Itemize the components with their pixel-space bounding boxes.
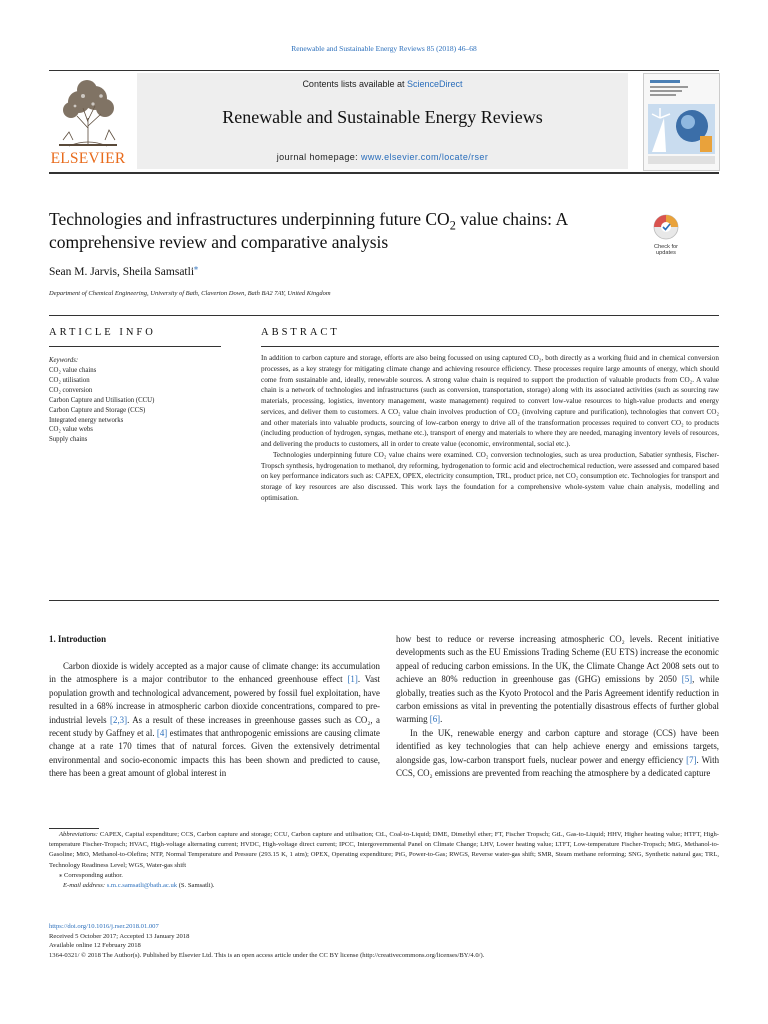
keywords-list — [49, 366, 154, 445]
citation-link[interactable]: [1] — [347, 674, 358, 685]
keyword-item: Supply chains — [49, 436, 88, 444]
abbreviations-text: CAPEX, Capital expenditure; CCS, Carbon capture and storage; CCU, Carbon capture and utilisation; CtL, Coal-to-Liquid; DME, Dimethyl ether; FT, Fischer Tropsch; GtL, Gas-to-Liquid; HHV, Higher heating value; HTFT, High-temperature Fischer-Tropsch; HVAC, High-voltage alternating current; HVDC, High-voltage direct current; IPCC, Intergovernmental Panel on Climate Change; LHV, Lower heating value; LTFT, Low-temperature Fischer-Tropsch; MtG, Methanol-to-Gasoline; MtO, Methanol-to-Olefins; NTP, Normal Temperature and Pressure (293.15 K, 1 atm); OPEX, Operating expenditure; PtG, Power-to-Gas; RWGS, Reverse water-gas shift; SMR, Steam methane reforming; SNG, Synthetic natural gas; TRL, Technology Readiness Level; WGS, Water-gas shift — [49, 831, 719, 869]
abstract-paragraph-1: In addition to carbon capture and storage, efforts are also being focussed on using captured CO₂, both directly as a working fluid and in chemical conversion processes, as a key strategy for mitigating climate change and achieving resource efficiency. These processes require large amounts of energy, which should come from sustainable and, ideally, renewable sources. A strong value chain is required to support the production of valuable products from CO₂. A value chain is a network of technologies and infrastructures (such as conversion, transportation, storage) along with its associated activities (such as sourcing raw materials, processing, logistics, inventory management, waste management) required to convert low-value resources to high-value products and energy services, and deliver them to customers. A CO₂ value chain involves production of CO₂ (involving capture and purification), technologies that convert CO₂ and other materials into valuable products, sourcing of low-carbon energy to drive all of the transformation processes required to convert CO₂ to products (including production of hydrogen, syngas, methane etc.), transport of energy and materials to where they are needed, managing inventory levels of resources, and delivering the products to customers, all in order to create value (economic, environmental, social etc.). — [261, 354, 719, 448]
citation-link[interactable]: [4] — [156, 728, 168, 739]
citation-link[interactable]: [5] — [681, 674, 693, 685]
doi-link[interactable]: https://doi.org/10.1016/j.rser.2018.01.007 — [49, 923, 159, 930]
citation-link[interactable]: [7] — [686, 754, 697, 765]
abstract-paragraph-2: Technologies underpinning future CO₂ value chains were examined. CO₂ conversion technologies, such as urea production, Sabatier synthesis, Fischer-Tropsch synthesis, hydrogenation to methanol, dry reforming, hydrogenation to formic acid and electrochemical reduction, were assessed and compared based on key performance indicators such as: CAPEX, OPEX, electricity consumption, TRL, product price, net CO₂ consumption etc. Technologies for transport and storage of key resources are also discussed. This work lays the foundation for a comprehensive whole-system value chain analysis, modelling and optimisation. — [261, 450, 719, 502]
corresponding-author-mark[interactable]: ⁎ — [194, 263, 199, 272]
license-statement: 1364-0321/ © 2018 The Author(s). Published by Elsevier Ltd. This is an open access article under the CC BY license (http://creativecommons.org/licenses/BY/4.0/). — [49, 952, 485, 960]
abstract-rule — [261, 346, 719, 347]
body-column-right — [396, 633, 719, 780]
article-info-rule — [49, 346, 221, 347]
homepage-line — [137, 152, 628, 162]
cover-art-icon — [644, 74, 719, 170]
body-column-left — [49, 660, 380, 781]
keyword-item: CO₂ conversion — [49, 386, 93, 394]
abbreviations-label: Abbreviations: — [59, 831, 98, 838]
received-dates: Received 5 October 2017; Accepted 13 January 2018 — [49, 932, 190, 940]
email-link[interactable]: s.m.c.samsatli@bath.ac.uk — [106, 882, 178, 890]
homepage-prefix: journal homepage: — [276, 152, 359, 162]
footnotes — [49, 830, 719, 891]
text-run: estimates that anthropogenic emissions are causing climate change at a rate 170 times that of natural forces. Given the extensively detrimental environmental and socio-economic impacts this has been shown and predicted to cause, there has been a great amount of global interest in — [49, 728, 380, 779]
contents-line — [137, 79, 628, 89]
text-run: . Vast population growth and technological advancement, powered by fossil fuel exploitation, have resulted in a 68% increase in atmospheric carbon dioxide concentrations, compared to pre-industrial levels — [49, 674, 380, 725]
text-run: how best to reduce or reverse increasing atmospheric CO₂ levels. Recent initiative developments such as the EU Emissions Trading Scheme (EU ETS) increase the economic appeal of reducing carbon emissions. In the UK, the Climate Change Act 2008 sets out to achieve an 80% reduction in greenhouse gas (GHG) emissions by 2050 — [396, 634, 719, 685]
article-title — [49, 208, 609, 254]
journal-title: Renewable and Sustainable Energy Reviews — [222, 107, 543, 127]
title-part-2: value chains: A comprehensive review and comparative analysis — [49, 209, 568, 252]
affiliation: Department of Chemical Engineering, University of Bath, Claverton Down, Bath BA2 7AY, United Kingdom — [49, 290, 331, 297]
email-footnote — [49, 881, 719, 891]
intro-paragraph-2 — [396, 727, 719, 781]
footnote-rule — [49, 828, 99, 829]
text-run: . With CCS, CO₂ emissions are prevented from reaching the atmosphere by a dedicated capture — [396, 754, 720, 779]
text-run: . — [440, 714, 443, 725]
authors: Sean M. Jarvis, Sheila Samsatli — [49, 265, 195, 278]
section-rule — [49, 315, 719, 316]
intro-paragraph-continued — [396, 633, 719, 727]
keyword-item: CO₂ value webs — [49, 426, 93, 434]
keywords-label: Keywords: — [49, 357, 79, 364]
masthead-top-rule — [49, 70, 719, 71]
email-label: E-mail address: — [63, 882, 106, 890]
keyword-item: Carbon Capture and Utilisation (CCU) — [49, 396, 155, 404]
masthead-bottom-rule — [49, 172, 719, 174]
citation-link[interactable]: [6] — [429, 714, 441, 725]
sciencedirect-link[interactable]: ScienceDirect — [407, 79, 463, 89]
keyword-item: CO₂ utilisation — [49, 376, 90, 384]
publication-info — [49, 922, 719, 961]
crossmark-line-1: Check for — [654, 244, 678, 250]
article-info-heading: ARTICLE INFO — [49, 327, 156, 338]
abstract-body — [261, 353, 719, 504]
intro-paragraph-1 — [49, 660, 380, 781]
contents-prefix: Contents lists available at — [302, 79, 405, 89]
keyword-item: Integrated energy networks — [49, 416, 124, 424]
text-run: , while globally, treaties such as the Kyoto Protocol and the Paris Agreement identify reduction in carbon emissions as vital in preventing the potentially disastrous effects of further global warming — [396, 674, 720, 725]
abstract-bottom-rule — [49, 600, 719, 601]
homepage-link[interactable]: www.elsevier.com/locate/rser — [361, 152, 489, 162]
journal-reference[interactable]: Renewable and Sustainable Energy Reviews 85 (2018) 46–68 — [291, 44, 477, 53]
crossmark-line-2: updates — [656, 250, 676, 256]
abbreviations-footnote — [49, 830, 719, 871]
keyword-item: Carbon Capture and Storage (CCS) — [49, 406, 146, 414]
title-part-1: Technologies and infrastructures underpinning future CO — [49, 209, 450, 229]
title-subscript: 2 — [449, 218, 456, 233]
text-run: . As a result of these increases in greenhouse gasses such as CO₂, a recent study by Gaffney et al. — [49, 714, 380, 739]
available-online: Available online 12 February 2018 — [49, 942, 141, 950]
text-run: Carbon dioxide is widely accepted as a major cause of climate change: its accumulation in the atmosphere is a major contributor to the enhanced greenhouse effect — [49, 661, 380, 685]
corresponding-author-note: ⁎ Corresponding author. — [59, 871, 123, 879]
abstract-heading: ABSTRACT — [261, 327, 340, 338]
check-for-updates-icon[interactable] — [646, 212, 686, 258]
email-suffix: (S. Samsatli). — [177, 882, 215, 890]
citation-link[interactable]: [2,3] — [110, 714, 128, 725]
introduction-heading: 1. Introduction — [49, 634, 107, 644]
authors-line — [49, 263, 198, 278]
publisher-name: ELSEVIER — [50, 150, 126, 167]
journal-cover-image[interactable] — [643, 73, 720, 171]
text-run: In the UK, renewable energy and carbon capture and storage (CCS) have been identified as key technologies that can help achieve energy and emissions targets, alongside gas, low-carbon transport fuels, nuclear power and energy efficiency — [396, 727, 719, 765]
keyword-item: CO₂ value chains — [49, 367, 97, 374]
